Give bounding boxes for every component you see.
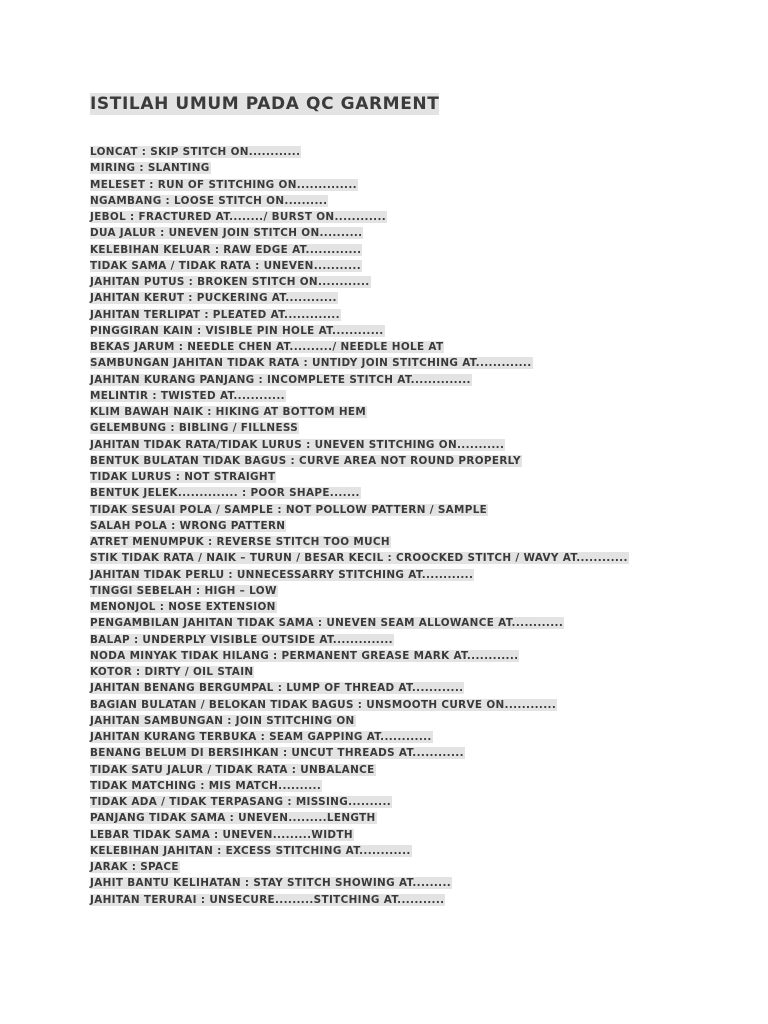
term-text: JAHITAN KURANG PANJANG : INCOMPLETE STITCH AT.............. bbox=[90, 373, 471, 386]
term-text: KOTOR : DIRTY / OIL STAIN bbox=[90, 666, 254, 678]
term-item bbox=[90, 743, 760, 759]
term-text: JAHITAN PUTUS : BROKEN STITCH ON............ bbox=[90, 276, 370, 288]
term-text: TIDAK MATCHING : MIS MATCH.......... bbox=[90, 779, 322, 792]
term-text: MIRING : SLANTING bbox=[90, 162, 210, 175]
term-item bbox=[90, 370, 760, 386]
term-text: TIDAK SESUAI POLA / SAMPLE : NOT POLLOW PATTERN / SAMPLE bbox=[90, 503, 488, 516]
term-item bbox=[90, 483, 760, 499]
term-text: BENTUK JELEK.............. : POOR SHAPE....... bbox=[90, 487, 360, 500]
term-text: JAHITAN TERURAI : UNSECURE.........STITCHING AT........... bbox=[90, 893, 445, 906]
term-item bbox=[90, 321, 760, 337]
term-item bbox=[90, 841, 760, 857]
term-item bbox=[90, 142, 760, 158]
term-item bbox=[90, 727, 760, 743]
term-text: JARAK : SPACE bbox=[90, 861, 179, 873]
term-item bbox=[90, 711, 760, 727]
term-text: MELESET : RUN OF STITCHING ON.............. bbox=[90, 178, 357, 191]
term-item bbox=[90, 825, 760, 841]
term-item bbox=[90, 305, 760, 321]
term-text: NGAMBANG : LOOSE STITCH ON.......... bbox=[90, 194, 328, 207]
term-text: JAHIT BANTU KELIHATAN : STAY STITCH SHOWING AT......... bbox=[90, 877, 452, 890]
term-text: JAHITAN TIDAK PERLU : UNNECESSARRY STITCHING AT............ bbox=[90, 568, 474, 581]
term-text: BAGIAN BULATAN / BELOKAN TIDAK BAGUS : UNSMOOTH CURVE ON............ bbox=[90, 698, 557, 711]
term-text: BENTUK BULATAN TIDAK BAGUS : CURVE AREA NOT ROUND PROPERLY bbox=[90, 454, 521, 467]
term-text: PINGGIRAN KAIN : VISIBLE PIN HOLE AT............ bbox=[90, 324, 384, 337]
term-item bbox=[90, 272, 760, 288]
term-item bbox=[90, 402, 760, 418]
term-text: TINGGI SEBELAH : HIGH – LOW bbox=[90, 584, 277, 597]
term-item bbox=[90, 418, 760, 434]
term-item bbox=[90, 175, 760, 191]
term-text: BALAP : UNDERPLY VISIBLE OUTSIDE AT.............. bbox=[90, 633, 393, 646]
term-item bbox=[90, 500, 760, 516]
term-item bbox=[90, 288, 760, 304]
term-item bbox=[90, 857, 760, 873]
term-item bbox=[90, 532, 760, 548]
term-item bbox=[90, 873, 760, 889]
term-text: JAHITAN SAMBUNGAN : JOIN STITCHING ON bbox=[90, 714, 355, 727]
term-item bbox=[90, 337, 760, 353]
term-item bbox=[90, 223, 760, 239]
term-text: LONCAT : SKIP STITCH ON............ bbox=[90, 146, 301, 158]
term-item bbox=[90, 435, 760, 451]
term-item bbox=[90, 613, 760, 629]
term-item bbox=[90, 548, 760, 564]
term-item bbox=[90, 386, 760, 402]
term-text: KLIM BAWAH NAIK : HIKING AT BOTTOM HEM bbox=[90, 406, 367, 418]
term-item bbox=[90, 516, 760, 532]
term-text: LEBAR TIDAK SAMA : UNEVEN.........WIDTH bbox=[90, 828, 353, 841]
term-text: KELEBIHAN JAHITAN : EXCESS STITCHING AT............ bbox=[90, 844, 411, 857]
term-item bbox=[90, 240, 760, 256]
term-item bbox=[90, 760, 760, 776]
term-item bbox=[90, 808, 760, 824]
term-item bbox=[90, 158, 760, 174]
term-item bbox=[90, 646, 760, 662]
term-text: JAHITAN TERLIPAT : PLEATED AT............. bbox=[90, 308, 340, 321]
term-text: TIDAK SAMA / TIDAK RATA : UNEVEN........... bbox=[90, 259, 361, 272]
term-item bbox=[90, 191, 760, 207]
term-text: NODA MINYAK TIDAK HILANG : PERMANENT GREASE MARK AT............ bbox=[90, 649, 519, 662]
term-text: PENGAMBILAN JAHITAN TIDAK SAMA : UNEVEN SEAM ALLOWANCE AT............ bbox=[90, 617, 564, 630]
term-text: DUA JALUR : UNEVEN JOIN STITCH ON.......... bbox=[90, 227, 363, 240]
document-title: ISTILAH UMUM PADA QC GARMENT bbox=[90, 94, 440, 114]
term-list bbox=[90, 142, 760, 906]
term-text: PANJANG TIDAK SAMA : UNEVEN.........LENGTH bbox=[90, 812, 376, 825]
term-text: TIDAK SATU JALUR / TIDAK RATA : UNBALANCE bbox=[90, 763, 375, 776]
term-text: GELEMBUNG : BIBLING / FILLNESS bbox=[90, 422, 299, 435]
term-item bbox=[90, 451, 760, 467]
term-item bbox=[90, 581, 760, 597]
term-item bbox=[90, 695, 760, 711]
term-item bbox=[90, 353, 760, 369]
term-item bbox=[90, 467, 760, 483]
term-item bbox=[90, 597, 760, 613]
term-item bbox=[90, 678, 760, 694]
term-text: MELINTIR : TWISTED AT............ bbox=[90, 389, 285, 402]
term-text: TIDAK ADA / TIDAK TERPASANG : MISSING.......... bbox=[90, 796, 392, 808]
term-text: STIK TIDAK RATA / NAIK – TURUN / BESAR KECIL : CROOCKED STITCH / WAVY AT............ bbox=[90, 552, 628, 565]
term-text: BEKAS JARUM : NEEDLE CHEN AT........../ NEEDLE HOLE AT bbox=[90, 341, 444, 353]
term-text: ATRET MENUMPUK : REVERSE STITCH TOO MUCH bbox=[90, 536, 390, 548]
term-item bbox=[90, 890, 760, 906]
term-text: JAHITAN BENANG BERGUMPAL : LUMP OF THREAD AT............ bbox=[90, 682, 464, 695]
term-item bbox=[90, 565, 760, 581]
term-item bbox=[90, 207, 760, 223]
term-item bbox=[90, 256, 760, 272]
term-item bbox=[90, 630, 760, 646]
term-text: JAHITAN KERUT : PUCKERING AT............ bbox=[90, 292, 337, 305]
term-text: JEBOL : FRACTURED AT......../ BURST ON............ bbox=[90, 211, 387, 223]
term-text: JAHITAN TIDAK RATA/TIDAK LURUS : UNEVEN STITCHING ON........... bbox=[90, 438, 505, 451]
term-text: SAMBUNGAN JAHITAN TIDAK RATA : UNTIDY JOIN STITCHING AT............. bbox=[90, 357, 532, 370]
term-text: SALAH POLA : WRONG PATTERN bbox=[90, 519, 286, 532]
term-item bbox=[90, 792, 760, 808]
term-item bbox=[90, 776, 760, 792]
term-text: BENANG BELUM DI BERSIHKAN : UNCUT THREADS AT............ bbox=[90, 747, 464, 760]
term-item bbox=[90, 662, 760, 678]
term-text: TIDAK LURUS : NOT STRAIGHT bbox=[90, 471, 276, 483]
term-text: KELEBIHAN KELUAR : RAW EDGE AT............. bbox=[90, 243, 362, 256]
term-text: JAHITAN KURANG TERBUKA : SEAM GAPPING AT............ bbox=[90, 731, 432, 743]
term-text: MENONJOL : NOSE EXTENSION bbox=[90, 601, 276, 613]
